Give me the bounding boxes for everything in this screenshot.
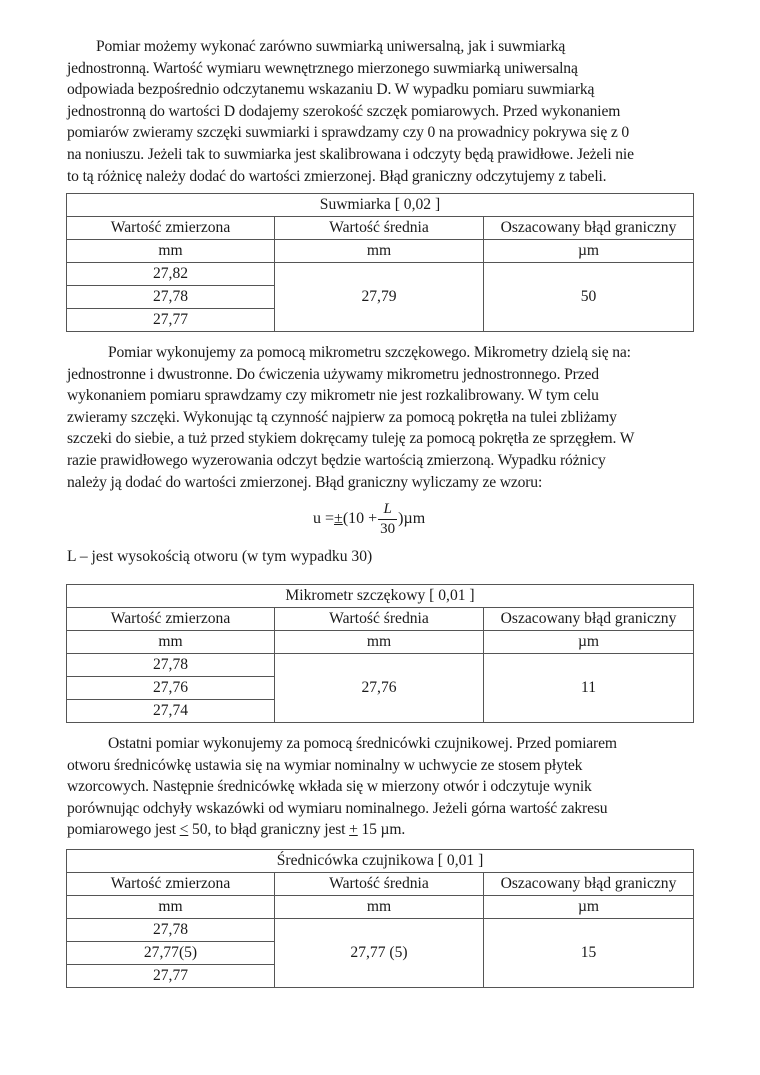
header-mean: Wartość średnia: [275, 873, 484, 896]
measured-value: 27,77(5): [67, 942, 275, 965]
unit-error: µm: [484, 896, 694, 919]
error-value: 50: [484, 263, 694, 332]
header-mean: Wartość średnia: [275, 217, 484, 240]
paragraph-micrometer: [67, 342, 691, 493]
text-line: szczeki do siebie, a tuż przed stykiem dokręcamy tuleję za pomocą pokrętła ze sprzęgłem. W: [67, 430, 635, 448]
unit-mean: mm: [275, 631, 484, 654]
measured-value: 27,78: [67, 919, 275, 942]
text-line: razie prawidłowego wyzerowania odczyt będzie wartością zmierzoną. Wypadku różnicy: [67, 451, 606, 469]
formula-fraction: [378, 502, 397, 537]
text-line: jednostronną do wartości D dodajemy szerokość szczęk pomiarowych. Przed wykonaniem: [67, 102, 621, 120]
mean-value: 27,79: [275, 263, 484, 332]
mean-value: 27,76: [275, 654, 484, 723]
error-formula: [313, 496, 425, 542]
measured-value: 27,77: [67, 309, 275, 332]
text-line: Ostatni pomiar wykonujemy za pomocą średnicówki czujnikowej. Przed pomiarem: [108, 735, 617, 752]
text-line: jednostronne i dwustronne. Do ćwiczenia używamy mikrometru jednostronnego. Przed: [67, 365, 599, 383]
unit-error: µm: [484, 240, 694, 263]
error-value: 15: [484, 919, 694, 988]
measured-value: 27,82: [67, 263, 275, 286]
paragraph-bore-gauge: [67, 733, 691, 841]
unit-mean: mm: [275, 896, 484, 919]
measured-value: 27,76: [67, 677, 275, 700]
text-line: należy ją dodać do wartości zmierzonej. Błąd graniczny wyliczamy ze wzoru:: [67, 473, 543, 491]
plus-minus-symbol: +: [349, 821, 358, 839]
text-line: to tą różnicę należy dodać do wartości zmierzonej. Błąd graniczny odczytujemy z tabeli.: [67, 167, 607, 185]
header-measured: Wartość zmierzona: [67, 217, 275, 240]
measured-value: 27,74: [67, 700, 275, 723]
measured-value: 27,78: [67, 654, 275, 677]
mean-value: 27,77 (5): [275, 919, 484, 988]
header-error: Oszacowany błąd graniczny: [484, 873, 694, 896]
fraction-numerator: L: [383, 500, 392, 517]
text-line: pomiarów zwieramy szczęki suwmiarki i sprawdzamy czy 0 na prowadnicy pokrywa się z 0: [67, 124, 630, 142]
text-line: jednostronną. Wartość wymiaru wewnętrznego mierzonego suwmiarką uniwersalną: [67, 59, 578, 77]
text-line: wzorcowych. Następnie średnicówkę wkłada się w mierzony otwór i odczytuje wynik: [67, 778, 592, 796]
formula-note: L – jest wysokością otworu (w tym wypadku 30): [67, 548, 373, 565]
plus-minus-symbol: ±: [334, 510, 343, 527]
measured-value: 27,78: [67, 286, 275, 309]
table-title: Suwmiarka [ 0,02 ]: [67, 194, 694, 217]
text-line: na noniuszu. Jeżeli tak to suwmiarka jest skalibrowana i odczyty będą prawidłowe. Jeżeli nie: [67, 145, 634, 163]
formula-lhs: u =: [313, 510, 335, 527]
text-segment: 15 µm.: [357, 821, 406, 839]
table-title: Mikrometr szczękowy [ 0,01 ]: [67, 585, 694, 608]
text-segment: pomiarowego jest: [67, 821, 180, 839]
text-line: otworu średnicówkę ustawia się na wymiar nominalny w uchwycie ze stosem płytek: [67, 756, 583, 774]
text-line: porównując odchyły wskazówki od wymiaru nominalnego. Jeżeli górna wartość zakresu: [67, 799, 608, 817]
unit-error: µm: [484, 631, 694, 654]
table-bore-gauge: [66, 849, 694, 988]
less-equal-symbol: <: [179, 821, 189, 839]
text-line-last: [67, 819, 691, 841]
measured-value: 27,77: [67, 965, 275, 988]
paragraph-calipers: [67, 36, 691, 187]
unit-mean: mm: [275, 240, 484, 263]
table-micrometer: [66, 584, 694, 723]
text-line: Pomiar możemy wykonać zarówno suwmiarką uniwersalną, jak i suwmiarką: [96, 38, 566, 55]
formula-close: )µm: [398, 510, 426, 527]
header-error: Oszacowany błąd graniczny: [484, 217, 694, 240]
formula-open: (10 +: [342, 510, 378, 527]
table-title: Średnicówka czujnikowa [ 0,01 ]: [67, 850, 694, 873]
header-measured: Wartość zmierzona: [67, 873, 275, 896]
fraction-denominator: 30: [380, 520, 396, 537]
text-line: zwieramy szczęki. Wykonując tą czynność najpierw za pomocą pokrętła na tulei zbliżamy: [67, 408, 617, 426]
header-measured: Wartość zmierzona: [67, 608, 275, 631]
text-segment: 50, to błąd graniczny jest: [188, 821, 350, 839]
unit-measured: mm: [67, 631, 275, 654]
table-calipers: [66, 193, 694, 332]
unit-measured: mm: [67, 240, 275, 263]
unit-measured: mm: [67, 896, 275, 919]
error-value: 11: [484, 654, 694, 723]
header-mean: Wartość średnia: [275, 608, 484, 631]
text-line: wykonaniem pomiaru sprawdzamy czy mikrometr nie jest rozkalibrowany. W tym celu: [67, 387, 599, 405]
text-line: Pomiar wykonujemy za pomocą mikrometru szczękowego. Mikrometry dzielą się na:: [108, 344, 631, 361]
text-line: odpowiada bezpośrednio odczytanemu wskazaniu D. W wypadku pomiaru suwmiarką: [67, 81, 595, 99]
header-error: Oszacowany błąd graniczny: [484, 608, 694, 631]
